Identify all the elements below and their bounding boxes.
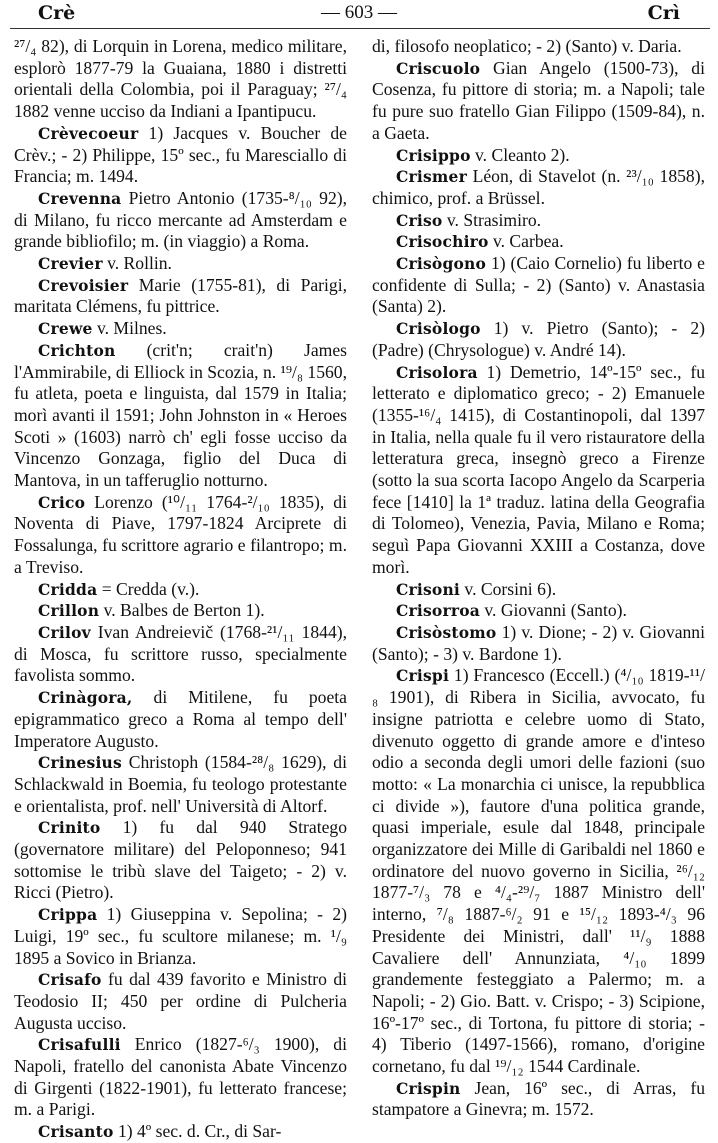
entry-text: 1) Giuseppina v. Sepolina; - 2) Luigi, 19º sec., fu scultore milanese; m. ¹/₉ 1895 a Sovico in Brianza.: [14, 904, 347, 968]
entry-text: v. Rollin.: [107, 253, 172, 274]
dictionary-entry: [372, 58, 705, 145]
entry-headword: Crico: [38, 492, 86, 512]
dictionary-entry: [14, 492, 347, 579]
entry-text: Ivan Andreievič (1768-²¹/₁₁ 1844), di Mosca, fu scrittore russo, specialmente favolista sommo.: [14, 621, 347, 686]
entry-headword: Crilov: [38, 622, 91, 642]
entry-text: Christoph (1584-²⁸/₈ 1629), di Schlackwald in Boemia, fu teologo protestante e orientalista, prof. nell' Università di Altorf.: [14, 752, 347, 816]
dictionary-entry: [14, 600, 347, 622]
dictionary-entry: [372, 253, 705, 318]
dictionary-entry: [372, 1078, 705, 1121]
dictionary-entry: [14, 752, 347, 817]
entry-text: di Mitilene, fu poeta epigrammatico greco a Roma al tempo dell' Imperatore Augusto.: [14, 687, 347, 751]
entry-text: Jean, 16º sec., di Arras, fu stampatore a Ginevra; m. 1572.: [372, 1077, 705, 1120]
entry-text: 1) v. Dione; - 2) v. Giovanni (Santo); - 3) v. Bardone 1).: [372, 621, 705, 664]
entry-text: Gian Angelo (1500-73), di Cosenza, fu pittore di storia; m. a Napoli; tale fu pure suo fratello Gian Filippo (1509-84), n. a Gaeta.: [372, 57, 705, 143]
dictionary-entry: [14, 904, 347, 969]
entry-text: 1) Jacques v. Boucher de Crèv.; - 2) Philippe, 15º sec., fu Maresciallo di Francia; m. 1494.: [14, 122, 347, 187]
entry-text: Enrico (1827-⁶/₃ 1900), di Napoli, fratello del canonista Abate Vincenzo di Girgenti (1822-1901), fu letterato francese; m. a Parigi.: [14, 1034, 347, 1120]
dictionary-entry: [372, 36, 705, 58]
entry-text: 1) Demetrio, 14º-15º sec., fu letterato e diplomatico greco; - 2) Emanuele (1355-¹⁶/₄ 1415), di Costantinopoli, dal 1397 in Italia, nella quale fu il vero ristauratore della letteratura greca, insegnò greco a Firenze (sotto la sua scorta Iacopo Angelo da Scarperia fece [1410] la 1ª traduz. latina della Geografia di Tolomeo), Venezia, Pavia, Milano e Roma; seguì Papa Giovanni XXIII a Costanza, dove morì.: [372, 361, 705, 577]
entry-text: 1) (Caio Cornelio) fu liberto e confidente di Sulla; - 2) (Santo) v. Anastasia (Santa) 2).: [372, 253, 705, 317]
entry-headword: Crisanto: [38, 1122, 114, 1142]
entry-headword: Crisochiro: [396, 232, 489, 252]
dictionary-entry: [14, 253, 347, 275]
dictionary-entry: [372, 600, 705, 622]
entry-headword: Criso: [396, 210, 443, 230]
dictionary-entry: [14, 969, 347, 1034]
entry-headword: Crisolora: [396, 362, 478, 382]
dictionary-entry: [14, 123, 347, 188]
entry-headword: Crisafo: [38, 970, 102, 990]
entry-text: Léon, di Stavelot (n. ²³/₁₀ 1858), chimico, prof. a Brüssel.: [372, 166, 705, 208]
dictionary-entry: [372, 622, 705, 665]
entry-headword: Crinito: [38, 818, 101, 838]
header-left-guideword: Crè: [38, 2, 76, 24]
entry-headword: Crevenna: [38, 188, 122, 208]
entry-text: v. Giovanni (Santo).: [484, 600, 627, 621]
dictionary-entry: [14, 579, 347, 601]
entry-text: (crit'n; crait'n) James l'Ammirabile, di Elliock in Scozia, n. ¹⁹/₈ 1560, fu atleta, poeta e linguista, dal 1579 in Italia; morì avanti il 1591; John Johnston in « Heroes Scoti » (1603) narrò ch' egli fosse ucciso da Vincenzo Gonzaga, figlio del Duca di Mantova, in un tafferuglio notturno.: [14, 339, 348, 491]
entry-headword: Crispin: [396, 1078, 461, 1098]
entry-headword: Crisòlogo: [396, 319, 481, 339]
dictionary-entry: [14, 188, 347, 253]
entry-text: ²⁷/₄ 82), di Lorquin in Lorena, medico militare, esplorò 1877-79 la Guaiana, 1880 i distretti orientali della Colombia, poi il Paraguay; ²⁷/₄ 1882 venne ucciso da Indiani a Ipantipucu.: [14, 36, 347, 122]
dictionary-entry: [14, 318, 347, 340]
entry-text: v. Carbea.: [492, 231, 564, 252]
dictionary-entry: [372, 362, 705, 579]
entry-headword: Crisògono: [396, 254, 487, 274]
entry-headword: Crismer: [396, 167, 467, 187]
entry-text: v. Balbes de Berton 1).: [103, 600, 265, 621]
page-header: [8, 2, 710, 26]
entry-text: Pietro Antonio (1735-⁸/₁₀ 92), di Milano, fu ricco mercante ad Amsterdam e grande bibliofilo; m. (in viaggio) a Roma.: [14, 187, 347, 252]
entry-text: Lorenzo (¹⁰/₁₁ 1764-²/₁₀ 1835), di Noventa di Piave, 1797-1824 Arciprete di Fossalunga, fu scrittore agrario e filantropo; m. a Treviso.: [14, 491, 347, 577]
dictionary-entry: [14, 622, 347, 687]
left-column: [14, 36, 347, 1143]
entry-headword: Criscuolo: [396, 58, 481, 78]
entry-headword: Cridda: [38, 579, 98, 599]
entry-headword: Crisòstomo: [396, 622, 497, 642]
dictionary-entry: [14, 1034, 347, 1121]
entry-headword: Crisorroa: [396, 601, 480, 621]
entry-text: fu dal 439 favorito e Ministro di Teodosio II; 450 per ordine di Pulcheria Augusta ucciso.: [14, 969, 347, 1033]
entry-headword: Crevier: [38, 254, 103, 274]
dictionary-entry: [372, 145, 705, 167]
entry-text: 1) v. Pietro (Santo); - 2) (Padre) (Chrysologue) v. André 14).: [372, 318, 705, 360]
dictionary-entry: [372, 665, 705, 1077]
entry-headword: Crisoni: [396, 579, 461, 599]
entry-text: v. Corsini 6).: [464, 578, 557, 599]
entry-headword: Crillon: [38, 601, 100, 621]
header-right-guideword: Crì: [647, 2, 680, 24]
dictionary-entry: [14, 340, 347, 492]
entry-headword: Crisafulli: [38, 1035, 121, 1055]
entry-headword: Crewe: [38, 319, 93, 339]
entry-text: 1) 4º sec. d. Cr., di Sar-: [117, 1121, 282, 1142]
dictionary-entry: [14, 1121, 347, 1143]
entry-headword: Crinesius: [38, 753, 122, 773]
entry-text: 1) Francesco (Eccell.) (⁴/₁₀ 1819-¹¹/₈ 1901), di Ribera in Sicilia, avvocato, fu insigne patriotta e celebre uomo di Stato, divenuto oggetto di grande amore e d'inteso odio a seconda degli umori delle fazioni (suo motto: « La monarchia ci unisce, la repubblica ci divide »), fautore d'una politica grande, quasi imperiale, esule dal 1848, principale organizzatore dei Mille di Garibaldi nel 1860 e ordinatore del nuovo governo in Sicilia, ²⁶/₁₂ 1877-⁷/₃ 78 e ⁴/₄-²⁹/₇ 1887 Ministro dell' interno, ⁷/₈ 1887-⁶/₂ 91 e ¹⁵/₁₂ 1893-⁴/₃ 96 Presidente dei Ministri, dall' ¹¹/₉ 1888 Cavaliere dell' Annunziata, ⁴/₁₀ 1899 grandemente festeggiato a Palermo; m. a Napoli; - 2) Gio. Batt. v. Crispo; - 3) Scipione, 16º-17º sec., di Tortona, fu pittore di storia; - 4) Tiberio (1497-1566), romano, d'origine cornetano, fu dal ¹⁹/₁₂ 1544 Cardinale.: [372, 665, 705, 1077]
dictionary-entry: [372, 318, 705, 361]
entry-headword: Crevoisier: [38, 275, 129, 295]
dictionary-entry: [14, 687, 347, 752]
entry-headword: Crichton: [38, 340, 116, 360]
page-number: — 603 —: [321, 2, 397, 23]
entry-headword: Crippa: [38, 905, 98, 925]
entry-headword: Crinàgora,: [38, 688, 133, 708]
entry-text: v. Cleanto 2).: [475, 144, 570, 165]
dictionary-entry: [14, 275, 347, 318]
entry-text: Marie (1755-81), di Parigi, maritata Clémens, fu pittrice.: [14, 274, 347, 317]
dictionary-entry: [14, 36, 347, 123]
entry-headword: Crispi: [396, 666, 450, 686]
dictionary-entry: [372, 166, 705, 209]
entry-headword: Crèvecoeur: [38, 123, 139, 143]
header-rule: [10, 28, 710, 29]
right-column: [372, 36, 705, 1121]
dictionary-entry: [14, 817, 347, 904]
entry-text: di, filosofo neoplatico; - 2) (Santo) v. Daria.: [372, 36, 682, 56]
dictionary-entry: [372, 231, 705, 253]
entry-text: = Credda (v.).: [101, 578, 200, 599]
entry-text: v. Strasimiro.: [446, 209, 542, 230]
dictionary-entry: [372, 210, 705, 232]
entry-text: v. Milnes.: [96, 318, 167, 339]
dictionary-entry: [372, 579, 705, 601]
entry-headword: Crisippo: [396, 145, 471, 165]
entry-text: 1) fu dal 940 Stratego (governatore militare) del Peloponneso; 941 sottomise le tribù slave del Taigeto; - 2) v. Ricci (Pietro).: [14, 817, 348, 903]
